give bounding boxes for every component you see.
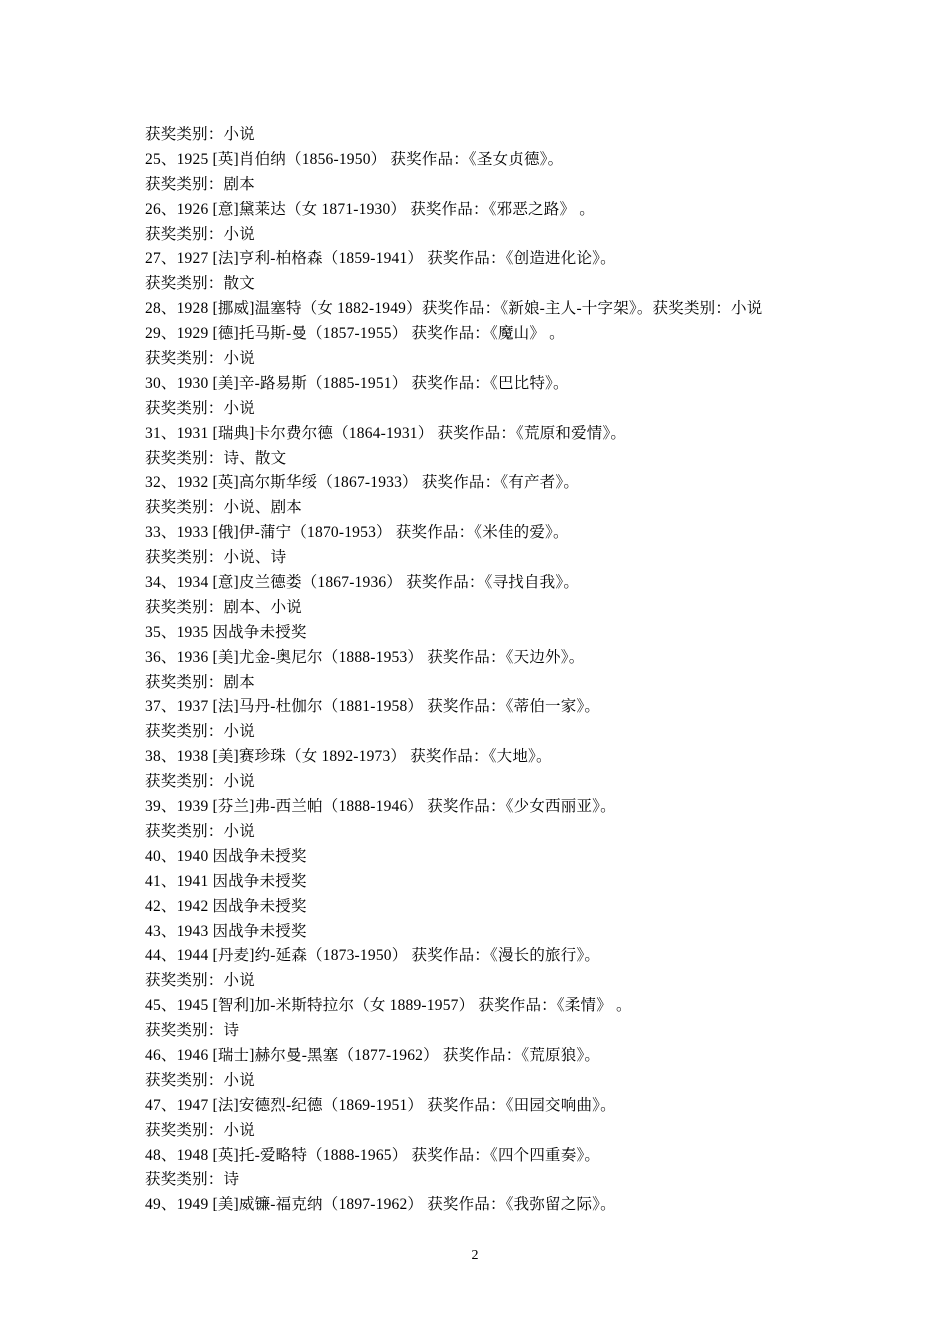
text-line: 获奖类别：小说 — [145, 1071, 255, 1089]
text-line: 25、1925 [英]肖伯纳（1856-1950） 获奖作品：《圣女贞德》。 — [145, 150, 564, 168]
text-line: 获奖类别：剧本 — [145, 175, 255, 193]
text-line: 获奖类别：小说 — [145, 773, 255, 791]
text-line: 34、1934 [意]皮兰德娄（1867-1936） 获奖作品：《寻找自我》。 — [145, 574, 580, 592]
text-line: 获奖类别：诗 — [145, 1171, 240, 1189]
text-line: 35、1935 因战争未授奖 — [145, 623, 307, 641]
text-line: 47、1947 [法]安德烈-纪德（1869-1951） 获奖作品：《田园交响曲》。 — [145, 1096, 616, 1114]
text-line: 获奖类别：诗 — [145, 1022, 240, 1040]
text-line: 27、1927 [法]亨利-柏格森（1859-1941） 获奖作品：《创造进化论》。 — [145, 250, 616, 268]
text-line: 获奖类别：剧本 — [145, 673, 255, 691]
document-body — [145, 123, 865, 1218]
text-line: 获奖类别：小说 — [145, 126, 255, 143]
text-line: 获奖类别：小说 — [145, 1121, 255, 1139]
text-line: 获奖类别：小说 — [145, 972, 255, 990]
text-line: 获奖类别：小说 — [145, 350, 255, 368]
text-line: 36、1936 [美]尤金-奥尼尔（1888-1953） 获奖作品：《天边外》。 — [145, 648, 585, 666]
text-line: 43、1943 因战争未授奖 — [145, 922, 307, 940]
text-line: 49、1949 [美]威镰-福克纳（1897-1962） 获奖作品：《我弥留之际》。 — [145, 1196, 616, 1214]
text-line: 获奖类别：小说、剧本 — [145, 499, 303, 517]
text-line: 32、1932 [英]高尔斯华绥（1867-1933） 获奖作品：《有产者》。 — [145, 474, 580, 492]
text-line: 26、1926 [意]黛莱达（女 1871-1930） 获奖作品：《邪恶之路》 。 — [145, 200, 595, 218]
page-number: 2 — [471, 1248, 479, 1263]
text-line: 33、1933 [俄]伊-蒲宁（1870-1953） 获奖作品：《米佳的爱》。 — [145, 524, 569, 542]
text-line: 45、1945 [智利]加-米斯特拉尔（女 1889-1957） 获奖作品：《柔情》 。 — [145, 997, 632, 1015]
text-line: 30、1930 [美]辛-路易斯（1885-1951） 获奖作品：《巴比特》。 — [145, 374, 569, 392]
text-line: 38、1938 [美]赛珍珠（女 1892-1973） 获奖作品：《大地》。 — [145, 748, 552, 766]
text-line: 获奖类别：剧本、小说 — [145, 598, 303, 616]
text-line: 获奖类别：小说 — [145, 723, 255, 741]
text-line: 41、1941 因战争未授奖 — [145, 872, 307, 890]
text-line: 42、1942 因战争未授奖 — [145, 897, 307, 915]
text-line: 获奖类别：小说、诗 — [145, 549, 287, 567]
text-line: 获奖类别：小说 — [145, 399, 255, 417]
text-line: 29、1929 [德]托马斯-曼（1857-1955） 获奖作品：《魔山》 。 — [145, 325, 565, 343]
text-line: 44、1944 [丹麦]约-延森（1873-1950） 获奖作品：《漫长的旅行》。 — [145, 947, 601, 965]
text-line: 获奖类别：散文 — [145, 275, 255, 293]
text-line: 40、1940 因战争未授奖 — [145, 847, 307, 865]
text-line: 28、1928 [挪威]温塞特（女 1882-1949）获奖作品：《新娘-主人-十字架》。获奖类别：小说 — [145, 300, 763, 318]
text-line: 46、1946 [瑞士]赫尔曼-黑塞（1877-1962） 获奖作品：《荒原狼》。 — [145, 1046, 601, 1064]
text-line: 48、1948 [英]托-爱略特（1888-1965） 获奖作品：《四个四重奏》。 — [145, 1146, 601, 1164]
text-line: 获奖类别：诗、散文 — [145, 449, 287, 467]
text-line: 31、1931 [瑞典]卡尔费尔德（1864-1931） 获奖作品：《荒原和爱情》。 — [145, 424, 627, 442]
text-line: 39、1939 [芬兰]弗-西兰帕（1888-1946） 获奖作品：《少女西丽亚》。 — [145, 798, 616, 816]
text-line: 获奖类别：小说 — [145, 225, 255, 243]
text-line: 获奖类别：小说 — [145, 822, 255, 840]
text-line: 37、1937 [法]马丹-杜伽尔（1881-1958） 获奖作品：《蒂伯一家》。 — [145, 698, 601, 716]
